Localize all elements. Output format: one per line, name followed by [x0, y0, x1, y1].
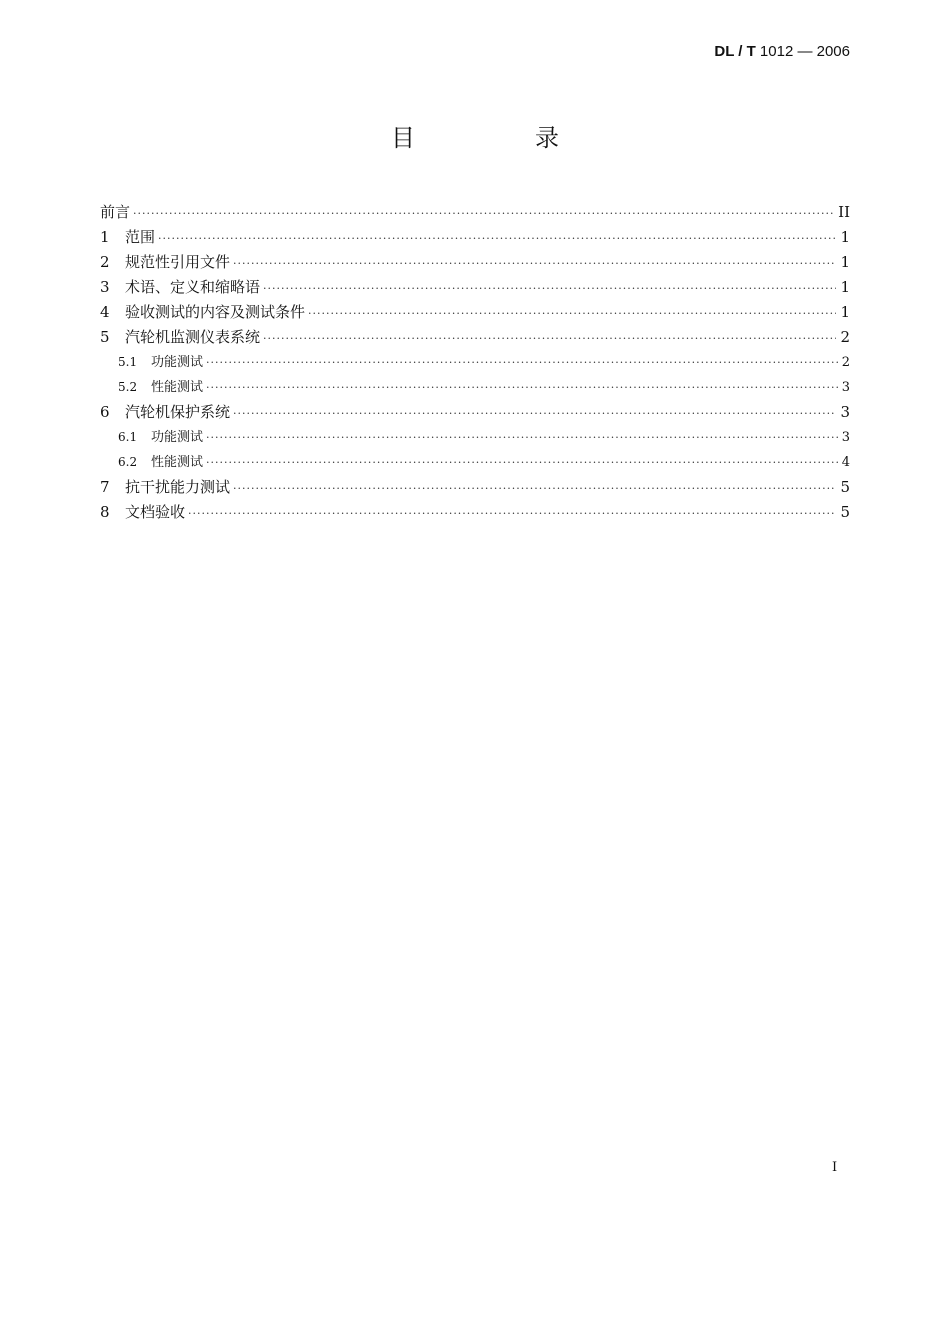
toc-entry-number: 7 [100, 478, 110, 496]
toc-entry-page: 3 [841, 380, 850, 395]
toc-entry-label: 术语、定义和缩略语 [125, 278, 261, 296]
toc-entry[interactable] [100, 250, 850, 275]
toc-entry-label: 文档验收 [125, 503, 186, 521]
toc-entry-number: 6 [100, 403, 110, 421]
toc-entry-number: 8 [100, 503, 110, 521]
toc-entry-label: 汽轮机保护系统 [125, 403, 231, 421]
toc-entry-label: 功能测试 [151, 430, 204, 445]
toc-leader-dots [263, 326, 836, 351]
toc-entry[interactable] [100, 500, 850, 525]
toc-leader-dots [308, 301, 836, 326]
toc-entry-label: 规范性引用文件 [125, 253, 231, 271]
toc-entry[interactable] [100, 225, 850, 250]
toc-leader-dots [206, 425, 838, 450]
toc-entry-page: 1 [840, 253, 850, 271]
toc-leader-dots [188, 501, 836, 526]
toc-entry-label: 性能测试 [151, 455, 204, 470]
toc-leader-dots [206, 375, 838, 400]
toc-entry-label: 前言 [100, 203, 131, 221]
toc-entry-number: 3 [100, 278, 110, 296]
toc-entry-label: 性能测试 [151, 380, 204, 395]
toc-leader-dots [263, 276, 836, 301]
toc-entry[interactable] [100, 400, 850, 425]
toc-leader-dots [158, 226, 836, 251]
standard-code [714, 43, 850, 60]
standard-code-number: 1012 — 2006 [759, 43, 850, 60]
toc-entry[interactable] [100, 325, 850, 350]
toc-entry-page: 1 [840, 278, 850, 296]
toc-entry-number: 6.2 [118, 455, 138, 469]
toc-entry-page: 3 [840, 403, 850, 421]
toc-leader-dots [233, 401, 836, 426]
toc-entry-number: 6.1 [118, 430, 138, 444]
toc-entry[interactable] [100, 200, 850, 225]
toc-entry-number: 5.1 [118, 355, 138, 369]
toc-entry[interactable] [100, 275, 850, 300]
toc-leader-dots [233, 476, 836, 501]
toc-entry[interactable] [100, 475, 850, 500]
toc-entry-label: 验收测试的内容及测试条件 [125, 303, 306, 321]
toc-entry-page: 2 [840, 328, 850, 346]
table-of-contents [100, 200, 850, 525]
toc-entry[interactable] [100, 375, 850, 400]
toc-entry-page: 2 [841, 355, 850, 370]
toc-entry-number: 1 [100, 228, 110, 246]
toc-entry-page: 4 [841, 455, 850, 470]
toc-entry-page: 3 [841, 430, 850, 445]
toc-entry-number: 2 [100, 253, 110, 271]
page-number: I [832, 1160, 838, 1175]
toc-leader-dots [133, 201, 834, 226]
standard-code-prefix: DL / T [714, 43, 756, 60]
toc-leader-dots [206, 350, 838, 375]
toc-leader-dots [206, 450, 838, 475]
toc-entry[interactable] [100, 350, 850, 375]
toc-entry-page: 1 [840, 303, 850, 321]
toc-entry-label: 功能测试 [151, 355, 204, 370]
toc-entry-label: 抗干扰能力测试 [125, 478, 231, 496]
toc-entry-label: 汽轮机监测仪表系统 [125, 328, 261, 346]
toc-entry[interactable] [100, 300, 850, 325]
toc-entry-page: II [838, 203, 850, 221]
toc-leader-dots [233, 251, 836, 276]
toc-entry-page: 5 [840, 503, 850, 521]
toc-entry-label: 范围 [125, 228, 156, 246]
page-title: 目 录 [391, 124, 607, 152]
toc-entry[interactable] [100, 425, 850, 450]
toc-entry-number: 5.2 [118, 380, 138, 394]
toc-entry-number: 4 [100, 303, 110, 321]
toc-entry-number: 5 [100, 328, 110, 346]
toc-entry[interactable] [100, 450, 850, 475]
toc-entry-page: 5 [840, 478, 850, 496]
toc-entry-page: 1 [840, 228, 850, 246]
